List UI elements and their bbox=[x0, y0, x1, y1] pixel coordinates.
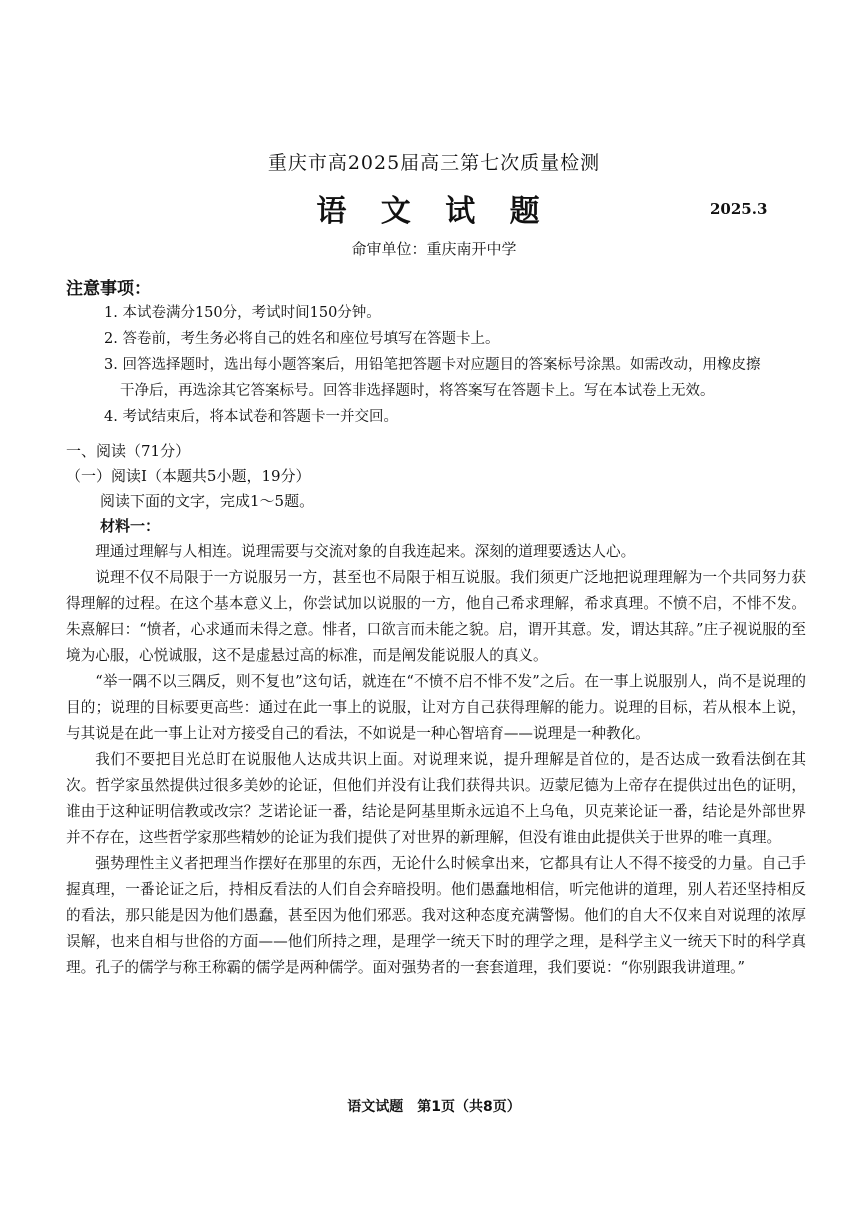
paragraph-3: “举一隅不以三隅反，则不复也”这句话，就连在“不愤不启不悱不发”之后。在一事上说服别人，尚不是说理的目的；说理的目标要更高些：通过在此一事上的说服，让对方自己获得理解的能力。说理的目标，若从根本上说，与其说是在此一事上让对方接受自己的看法，不如说是一种心智培育——说理是一种教化。 bbox=[66, 673, 806, 742]
reading-instruction: 阅读下面的文字，完成1～5题。 bbox=[100, 492, 315, 510]
subject-title: 语 文 试 题 bbox=[316, 194, 552, 229]
section-heading: 一、阅读（71分） bbox=[66, 442, 191, 460]
notice-item-2: 2. 答卷前，考生务必将自己的姓名和座位号填写在答题卡上。 bbox=[104, 331, 500, 347]
notice-item-3-cont-text: 干净后，再选涂其它答案标号。回答非选择题时，将答案写在答题卡上。写在本试卷上无效。 bbox=[120, 383, 715, 399]
paragraph-2: 说理不仅不局限于一方说服另一方，甚至也不局限于相互说服。我们须更广泛地把说理理解为一个共同努力获得理解的过程。在这个基本意义上，你尝试加以说服的一方，他自己希求理解，希求真理。不愤不启，不悱不发。朱熹解曰：“愤者，心求通而未得之意。悱者，口欲言而未能之貌。启，谓开其意。发，谓达其辞。”庄子视说服的至境为心服，心悦诚服，这不是虚悬过高的标准，而是阐发能说服人的真义。 bbox=[66, 569, 806, 664]
material-body bbox=[66, 539, 806, 981]
paragraph-1: 理通过理解与人相连。说理需要与交流对象的自我连起来。深刻的道理要透达人心。 bbox=[95, 543, 636, 560]
page-footer: 语文试题 第1页（共8页） bbox=[347, 1099, 521, 1115]
paragraph-5: 强势理性主义者把理当作摆好在那里的东西，无论什么时候拿出来，它都具有让人不得不接受的力量。自己手握真理，一番论证之后，持相反看法的人们自会弃暗投明。他们愚蠢地相信，听完他讲的道理，别人若还坚持相反的看法，那只能是因为他们愚蠢，甚至因为他们邪恶。我对这种态度充满警惕。他们的自大不仅来自对说理的浓厚误解，也来自相与世俗的方面——他们所持之理，是理学一统天下时的理学之理，是科学主义一统天下时的科学真理。孔子的儒学与称王称霸的儒学是两种儒学。面对强势者的一套套道理，我们要说：“你别跟我讲道理。” bbox=[66, 855, 806, 976]
material-label: 材料一： bbox=[100, 517, 161, 535]
notice-item-3: 3. 回答选择题时，选出每小题答案后，用铅笔把答题卡对应题目的答案标号涂黑。如需改动，用橡皮擦 bbox=[104, 357, 761, 373]
paragraph-4: 我们不要把目光总盯在说服他人达成共识上面。对说理来说，提升理解是首位的，是否达成一致看法倒在其次。哲学家虽然提供过很多美妙的论证，但他们并没有让我们获得共识。迈蒙尼德为上帝存在提供过出色的证明，谁由于这种证明信教或改宗？芝诺论证一番，结论是阿基里斯永远追不上乌龟，贝克莱论证一番，结论是外部世界并不存在，这些哲学家那些精妙的论证为我们提供了对世界的新理解，但没有谁由此提供关于世界的唯一真理。 bbox=[66, 751, 806, 846]
reading-subheading: （一）阅读Ⅰ（本题共5小题，19分） bbox=[66, 467, 311, 485]
notice-item-3-continued bbox=[104, 378, 804, 404]
setter-line: 命审单位：重庆南开中学 bbox=[351, 240, 517, 258]
notice-item-1: 1. 本试卷满分150分，考试时间150分钟。 bbox=[104, 305, 381, 321]
notice-list bbox=[104, 300, 804, 430]
exam-title: 重庆市高2025届高三第七次质量检测 bbox=[267, 152, 601, 174]
notice-heading: 注意事项： bbox=[66, 279, 151, 299]
notice-item-4: 4. 考试结束后，将本试卷和答题卡一并交回。 bbox=[104, 409, 398, 425]
exam-date: 2025.3 bbox=[710, 200, 768, 218]
